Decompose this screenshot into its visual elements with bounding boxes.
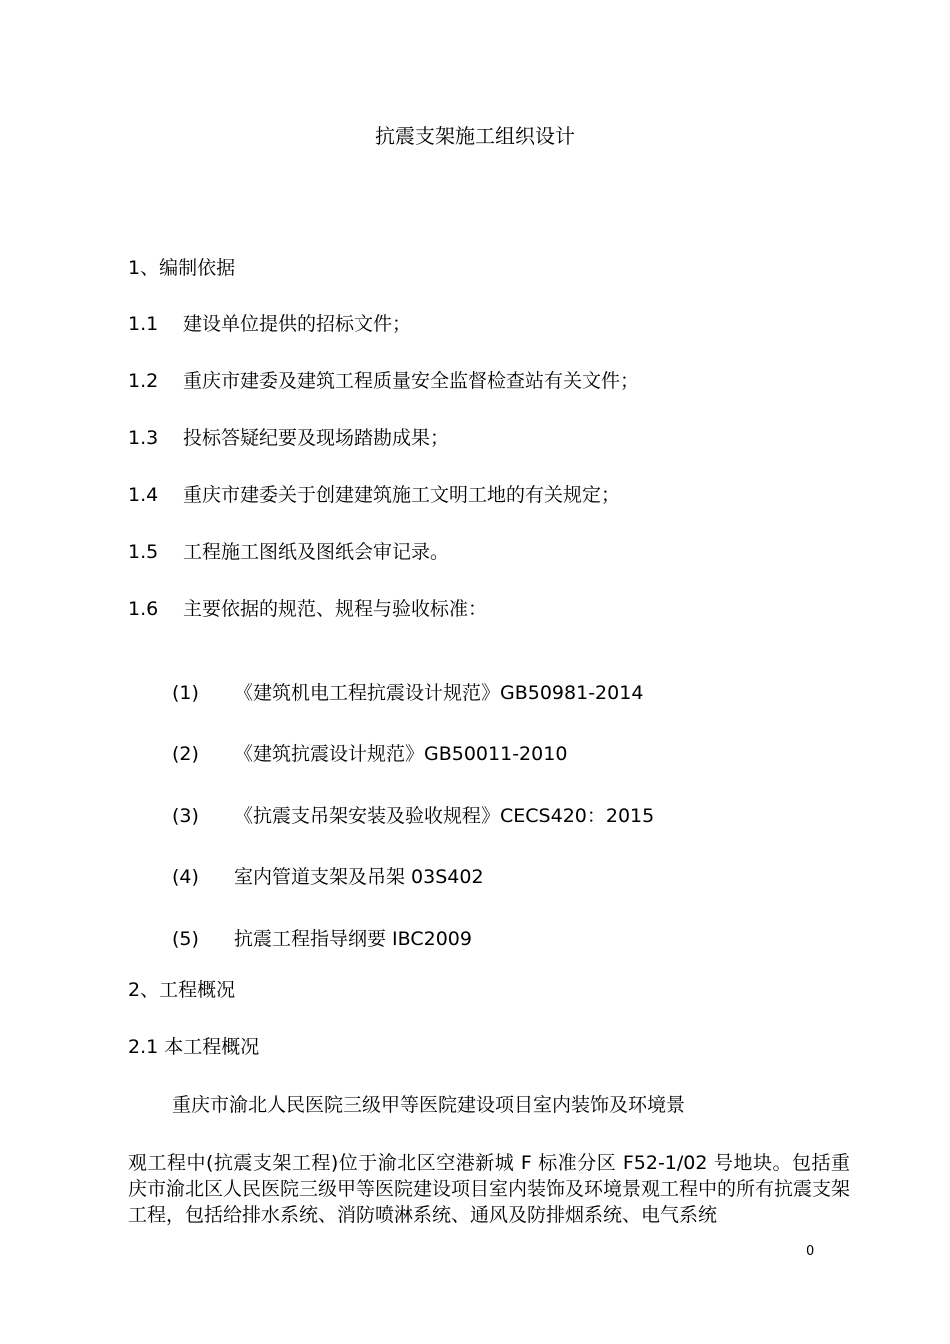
standard-item: 室内管道支架及吊架 03S402 — [234, 866, 484, 888]
list-item-number: 1.5 — [128, 541, 159, 563]
page-number: 0 — [806, 1244, 815, 1259]
standard-number: (2) — [172, 743, 199, 765]
standard-item: 抗震工程指导纲要 IBC2009 — [234, 928, 472, 950]
list-item: 重庆市建委及建筑工程质量安全监督检查站有关文件； — [183, 370, 640, 392]
section-2-heading: 2、工程概况 — [128, 979, 236, 1001]
overview-paragraph: 观工程中(抗震支架工程)位于渝北区空港新城 F 标准分区 F52-1/02 号地块。包括重庆市渝北区人民医院三级甲等医院建设项目室内装饰及环境景观工程中的所有抗震支架工程，包括给排水系统、消防喷淋系统、通风及防排烟系统、电气系统 — [128, 1152, 851, 1226]
standard-number: (1) — [172, 682, 199, 704]
list-item-number: 1.2 — [128, 370, 159, 392]
list-item: 重庆市建委关于创建建筑施工文明工地的有关规定； — [183, 484, 621, 506]
document-title: 抗震支架施工组织设计 — [375, 124, 575, 148]
standard-item: 《建筑抗震设计规范》GB50011-2010 — [234, 743, 568, 765]
section-1-heading: 1、编制依据 — [128, 257, 236, 279]
list-item-number: 1.4 — [128, 484, 159, 506]
section-2-1-heading: 2.1 本工程概况 — [128, 1036, 260, 1058]
list-item: 建设单位提供的招标文件； — [183, 313, 412, 335]
list-item-number: 1.6 — [128, 598, 159, 620]
list-item-number: 1.3 — [128, 427, 159, 449]
list-item: 工程施工图纸及图纸会审记录。 — [183, 541, 450, 563]
standard-number: (4) — [172, 866, 199, 888]
standard-item: 《建筑机电工程抗震设计规范》GB50981-2014 — [234, 682, 644, 704]
standard-item: 《抗震支吊架安装及验收规程》CECS420：2015 — [234, 805, 655, 827]
list-item-number: 1.1 — [128, 313, 159, 335]
list-item: 投标答疑纪要及现场踏勘成果； — [183, 427, 450, 449]
list-item: 主要依据的规范、规程与验收标准： — [183, 598, 488, 620]
standard-number: (3) — [172, 805, 199, 827]
overview-paragraph-first-line: 重庆市渝北人民医院三级甲等医院建设项目室内装饰及环境景 — [172, 1094, 686, 1116]
standard-number: (5) — [172, 928, 199, 950]
